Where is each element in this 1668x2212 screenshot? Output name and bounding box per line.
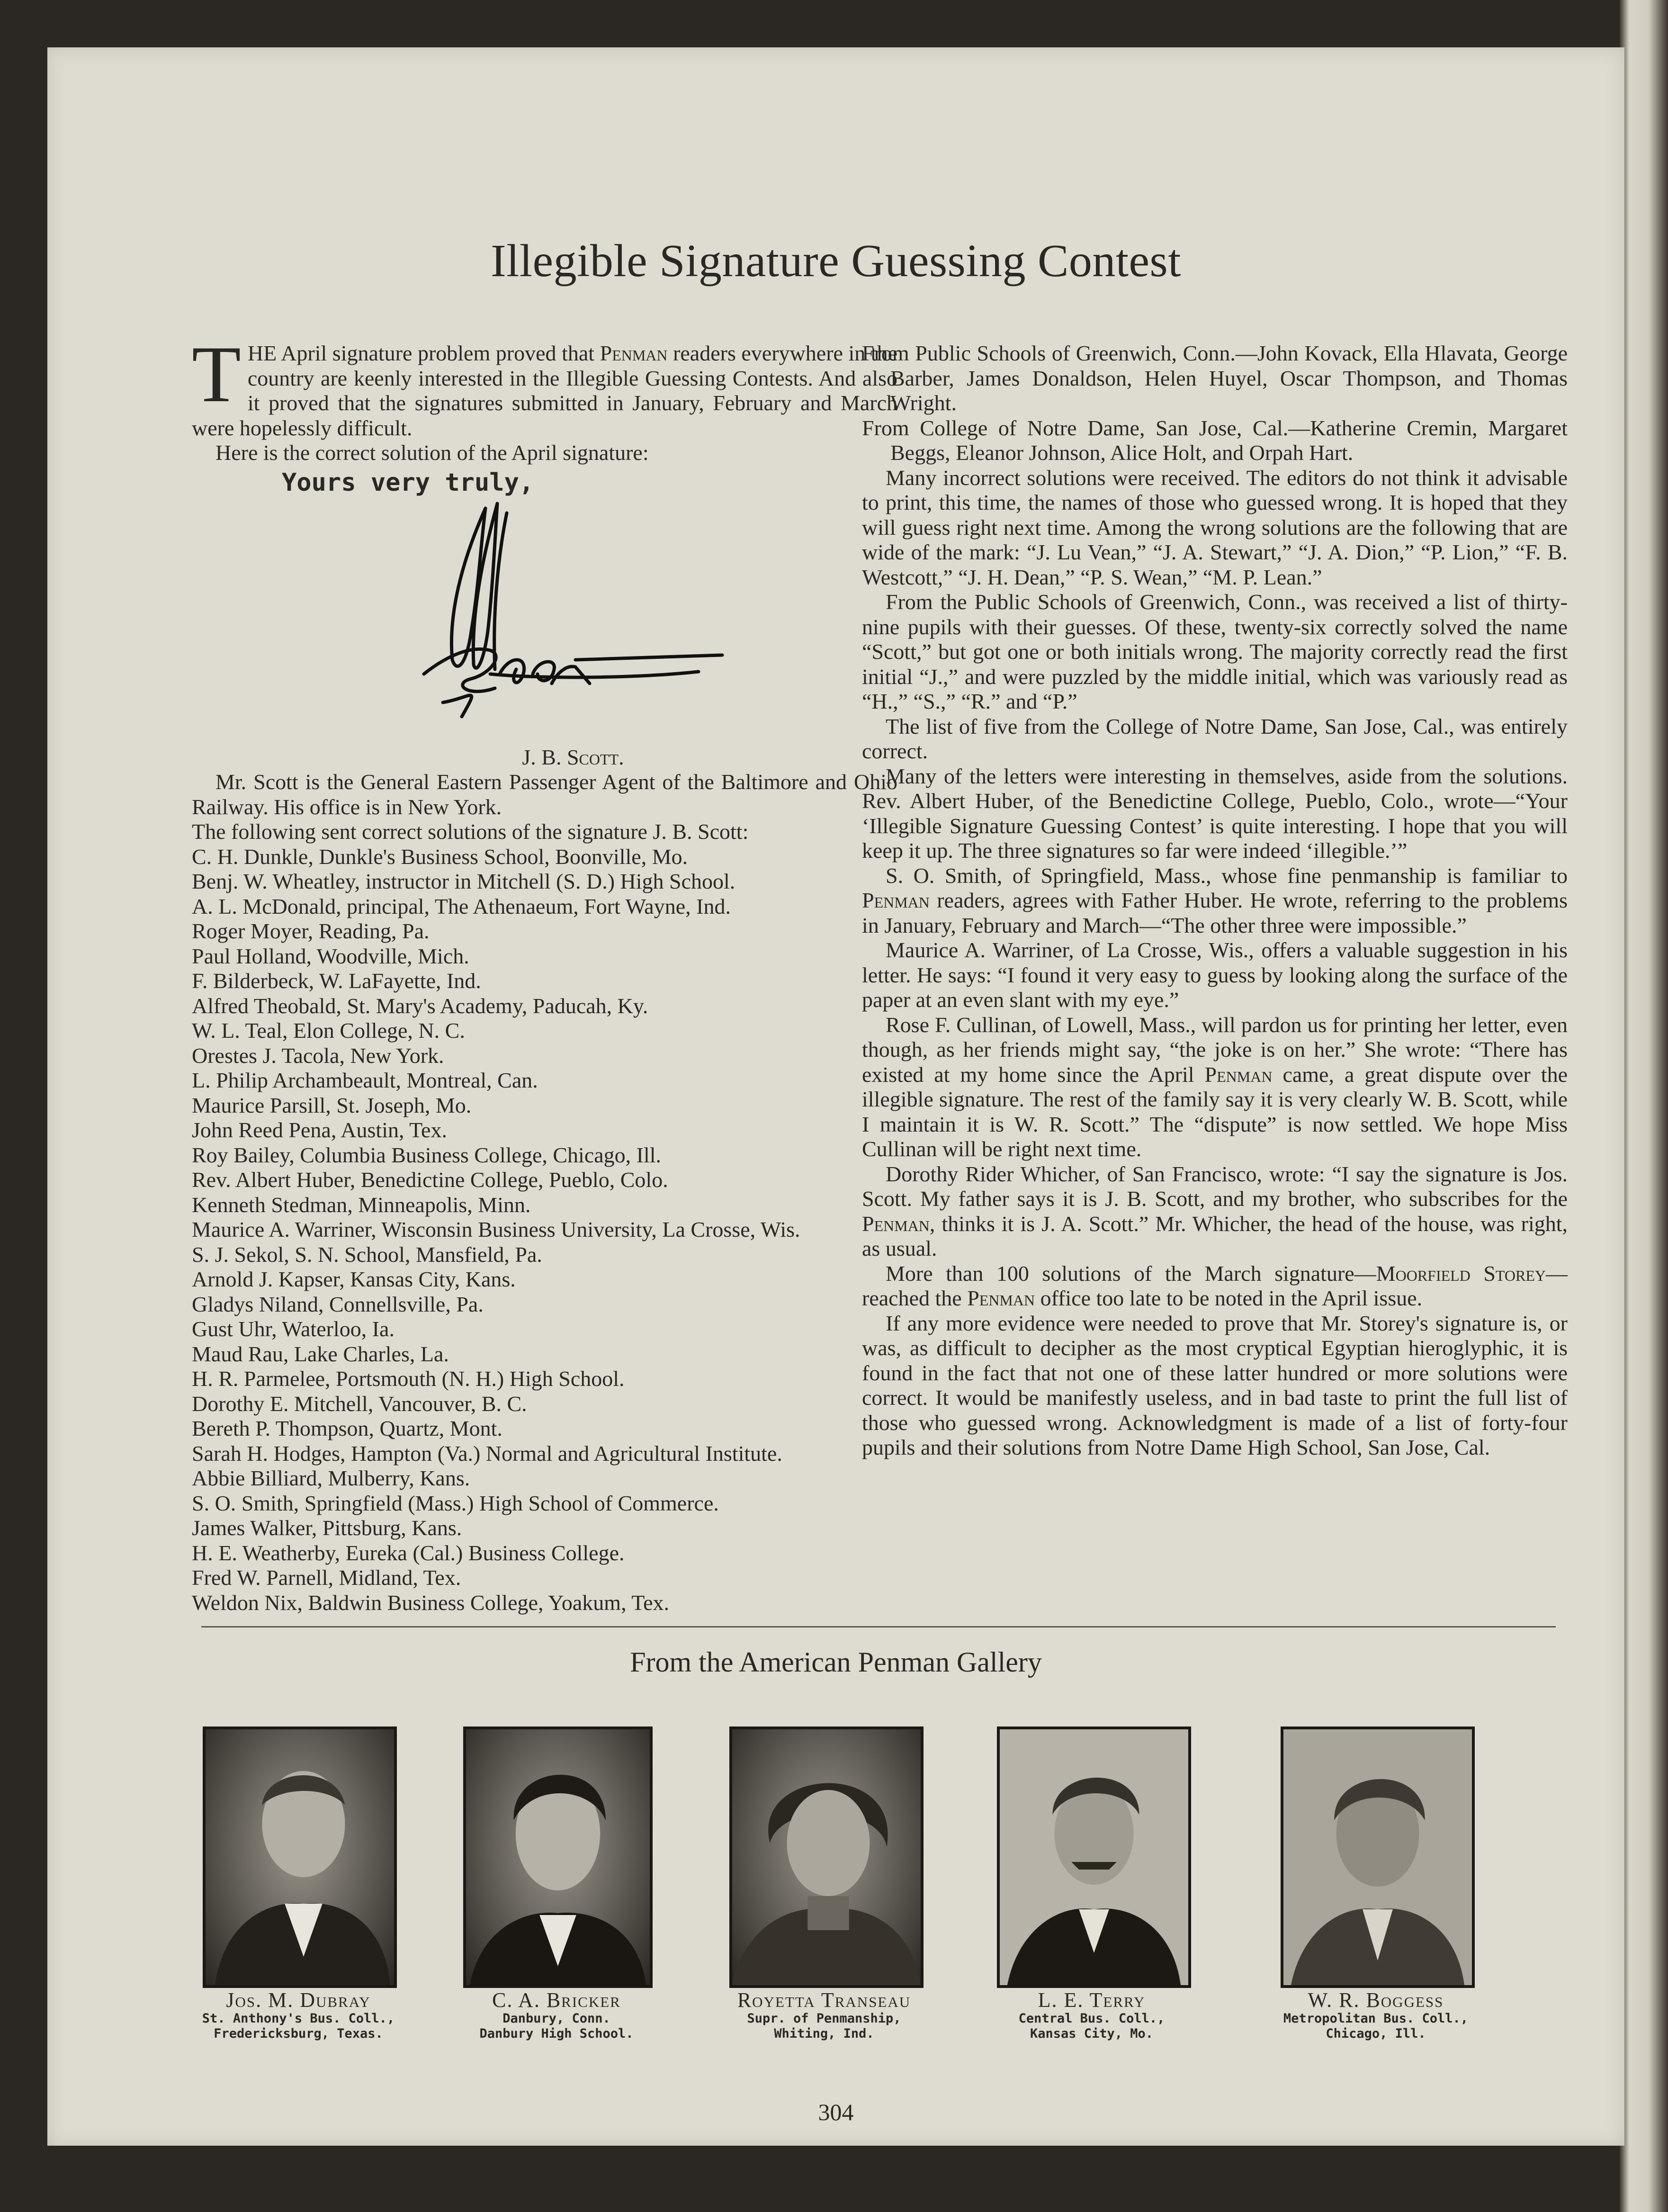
solver-entry: Benj. W. Wheatley, instructor in Mitchell (S. D.) High School. (192, 869, 735, 893)
solver-entry: Maurice Parsill, St. Joseph, Mo. (192, 1093, 472, 1117)
person-affiliation: Metropolitan Bus. Coll., (1283, 2011, 1469, 2026)
solver-entry: Orestes J. Tacola, New York. (192, 1043, 444, 1068)
person-location: Chicago, Ill. (1326, 2026, 1426, 2041)
solver-entry: John Reed Pena, Austin, Tex. (192, 1118, 447, 1142)
solver-entry: H. R. Parmelee, Portsmouth (N. H.) High School. (192, 1367, 625, 1391)
solver-entry: H. E. Weatherby, Eureka (Cal.) Business College. (192, 1540, 625, 1565)
right-column (862, 341, 1568, 1460)
greenwich-list-paragraph: From the Public Schools of Greenwich, Conn., was received a list of thirty-nine pupils with their guesses. Of these, twenty-six correctly solved the name “Scott,” but got one or both initials wrong. The majority correctly read the first initial “J.,” and were puzzled by the middle initial, which was variously read as “H.,” “S.,” “R.” and “P.” (862, 590, 1568, 713)
notre-dame-five-paragraph: The list of five from the College of Notre Dame, San Jose, Cal., was entirely correct. (862, 714, 1568, 763)
intro-paragraph: THE April signature problem proved that Penman readers everywhere in the country are keenly interested in the Illegible Guessing Contests. And also it proved that the signatures submitted in January, February and March were hopelessly difficult. (192, 330, 897, 440)
greenwich-solvers: From Public Schools of Greenwich, Conn.—John Kovack, Ella Hlavata, George Barber, James Donaldson, Helen Huyel, Oscar Thompson, and Thomas Wright. (862, 341, 1568, 415)
solver-entry: L. Philip Archambeault, Montreal, Can. (192, 1068, 538, 1092)
solution-intro: Here is the correct solution of the April signature: (215, 441, 649, 465)
left-column (192, 330, 897, 1615)
solver-entry: Alfred Theobald, St. Mary's Academy, Paducah, Ky. (192, 993, 648, 1018)
penman-name: Penman (967, 1286, 1035, 1310)
portrait-caption (185, 1989, 412, 2041)
person-name: Jos. M. Dubray (226, 1988, 371, 2012)
portrait-caption (710, 1989, 938, 2041)
signature-facsimile (192, 466, 897, 745)
whicher-paragraph: Dorothy Rider Whicher, of San Francisco, wrote: “I say the signature is Jos. Scott. My father says it is J. B. Scott, and my brother, who subscribes for the Penman, thinks it is J. A. Scott.” Mr. Whicher, the head of the house, was right, as usual. (862, 1161, 1568, 1260)
solver-entry: S. J. Sekol, S. N. School, Mansfield, Pa. (192, 1242, 542, 1267)
magazine-page (47, 47, 1624, 2146)
solver-entry: Roger Moyer, Reading, Pa. (192, 919, 430, 943)
solvers-list (192, 845, 897, 1616)
solver-entry: C. H. Dunkle, Dunkle's Business School, Boonville, Mo. (192, 844, 688, 869)
person-name: C. A. Bricker (492, 1988, 621, 2012)
person-affiliation: Supr. of Penmanship, (747, 2011, 901, 2026)
solver-entry: A. L. McDonald, principal, The Athenaeum, Fort Wayne, Ind. (192, 894, 731, 918)
solver-entry: Rev. Albert Huber, Benedictine College, Pueblo, Colo. (192, 1168, 668, 1192)
person-location: Fredericksburg, Texas. (214, 2026, 383, 2041)
scott-info-paragraph: Mr. Scott is the General Eastern Passenger Agent of the Baltimore and Ohio Railway. His office is in New York. (192, 770, 897, 819)
person-location: Kansas City, Mo. (1030, 2026, 1154, 2041)
solver-entry: James Walker, Pittsburg, Kans. (192, 1516, 462, 1540)
portrait-photo (203, 1726, 397, 1988)
moorfield-storey-name: Moorfield Storey (1376, 1261, 1546, 1286)
solvers-intro: The following sent correct solutions of the signature J. B. Scott: (192, 819, 749, 844)
solver-entry: Kenneth Stedman, Minneapolis, Minn. (192, 1192, 531, 1217)
page-number: 304 (818, 2099, 854, 2125)
solver-entry: Bereth P. Thompson, Quartz, Mont. (192, 1416, 502, 1440)
storey-paragraph: If any more evidence were needed to prove that Mr. Storey's signature is, or was, as difficult to decipher as the most cryptical Egyptian hieroglyphic, it is found in the fact that not one of these latter hundred or more solutions were correct. It would be manifestly useless, and in bad taste to print the full list of those who guessed wrong. Acknowledgment is made of a list of forty-four pupils and their solutions from Notre Dame High School, San Jose, Cal. (862, 1311, 1568, 1459)
person-affiliation: Central Bus. Coll., (1018, 2011, 1165, 2026)
person-affiliation: Danbury, Conn. (502, 2011, 610, 2026)
portrait-photo (463, 1726, 653, 1988)
portrait-photo (997, 1726, 1191, 1988)
notre-dame-solvers: From College of Notre Dame, San Jose, Cal.—Katherine Cremin, Margaret Beggs, Eleanor Johnson, Alice Holt, and Orpah Hart. (862, 415, 1568, 465)
march-solutions-paragraph: More than 100 solutions of the March signature—Moorfield Storey—reached the Penman office too late to be noted in the April issue. (862, 1261, 1568, 1310)
letters-paragraph: Many of the letters were interesting in themselves, aside from the solutions. Rev. Albert Huber, of the Benedictine College, Pueblo, Colo., wrote—“Your ‘Illegible Signature Guessing Contest’ is quite interesting. I hope that you will keep it up. The three signatures so far were indeed ‘illegible.’” (862, 764, 1568, 863)
person-name: L. E. Terry (1038, 1988, 1146, 2012)
signature-caption: J. B. Scott. (522, 745, 624, 769)
solver-entry: Dorothy E. Mitchell, Vancouver, B. C. (192, 1391, 527, 1416)
person-location: Whiting, Ind. (774, 2026, 874, 2041)
section-divider (201, 1626, 1556, 1628)
solver-entry: W. L. Teal, Elon College, N. C. (192, 1018, 465, 1043)
incorrect-solutions-paragraph: Many incorrect solutions were received. The editors do not think it advisable to print, this time, the names of those who guessed wrong. It is hoped that they will guess right next time. Among the wrong solutions are the following that are wide of the mark: “J. Lu Vean,” “J. A. Stewart,” “J. A. Dion,” “P. Lion,” “F. B. Westcott,” “J. H. Dean,” “P. S. Wean,” “M. P. Lean.” (862, 465, 1568, 589)
solver-entry: Maurice A. Warriner, Wisconsin Business University, La Crosse, Wis. (192, 1217, 800, 1241)
penman-name: Penman (862, 1211, 930, 1236)
portrait-photo (1281, 1726, 1475, 1988)
person-name: Royetta Transeau (737, 1988, 911, 2012)
warriner-paragraph: Maurice A. Warriner, of La Crosse, Wis., offers a valuable suggestion in his letter. He says: “I found it very easy to guess by looking along the surface of the paper at an even slant with my eye.” (862, 938, 1568, 1012)
solver-entry: Gust Uhr, Waterloo, Ia. (192, 1317, 395, 1341)
person-affiliation: St. Anthony's Bus. Coll., (202, 2011, 395, 2026)
portrait-caption (445, 1989, 668, 2041)
penman-name: Penman (600, 341, 668, 365)
solver-entry: S. O. Smith, Springfield (Mass.) High School of Commerce. (192, 1491, 719, 1515)
drop-cap: T (192, 330, 241, 419)
smith-paragraph: S. O. Smith, of Springfield, Mass., whose fine penmanship is familiar to Penman readers, agrees with Father Huber. He wrote, referring to the problems in January, February and March—“The other three were impossible.” (862, 863, 1568, 937)
solver-entry: Weldon Nix, Baldwin Business College, Yoakum, Tex. (192, 1590, 670, 1615)
solver-entry: Maud Rau, Lake Charles, La. (192, 1341, 449, 1366)
cullinan-paragraph: Rose F. Cullinan, of Lowell, Mass., will pardon us for printing her letter, even though, as her friends might say, “the joke is on her.” She wrote: “There has existed at my home since the April Penman came, a great dispute over the illegible signature. The rest of the family say it is very clearly W. B. Scott, while I maintain it is W. R. Scott.” The “dispute” is now settled. We hope Miss Cullinan will be right next time. (862, 1012, 1568, 1161)
portrait-caption (1260, 1989, 1492, 2041)
penman-name: Penman (1204, 1062, 1273, 1087)
solver-entry: Abbie Billiard, Mulberry, Kans. (192, 1466, 470, 1490)
handwritten-signature-image (395, 475, 784, 740)
penman-name: Penman (862, 888, 930, 912)
portrait-photo (729, 1726, 924, 1988)
solver-entry: F. Bilderbeck, W. LaFayette, Ind. (192, 969, 481, 993)
solver-entry: Arnold J. Kapser, Kansas City, Kans. (192, 1267, 516, 1291)
person-name: W. R. Boggess (1308, 1988, 1444, 2012)
solver-entry: Gladys Niland, Connellsville, Pa. (192, 1292, 484, 1316)
gallery-title: From the American Penman Gallery (630, 1646, 1042, 1678)
signature-printed-closing: Yours very truly, (282, 468, 534, 497)
solver-entry: Fred W. Parnell, Midland, Tex. (192, 1565, 461, 1590)
person-location: Danbury High School. (479, 2026, 634, 2041)
article-title: Illegible Signature Guessing Contest (491, 235, 1181, 287)
solver-entry: Sarah H. Hodges, Hampton (Va.) Normal and Agricultural Institute. (192, 1441, 782, 1466)
portrait-caption (983, 1989, 1201, 2041)
solver-entry: Paul Holland, Woodville, Mich. (192, 944, 469, 968)
scan-page-edge (1620, 0, 1668, 2212)
solver-entry: Roy Bailey, Columbia Business College, Chicago, Ill. (192, 1142, 662, 1167)
